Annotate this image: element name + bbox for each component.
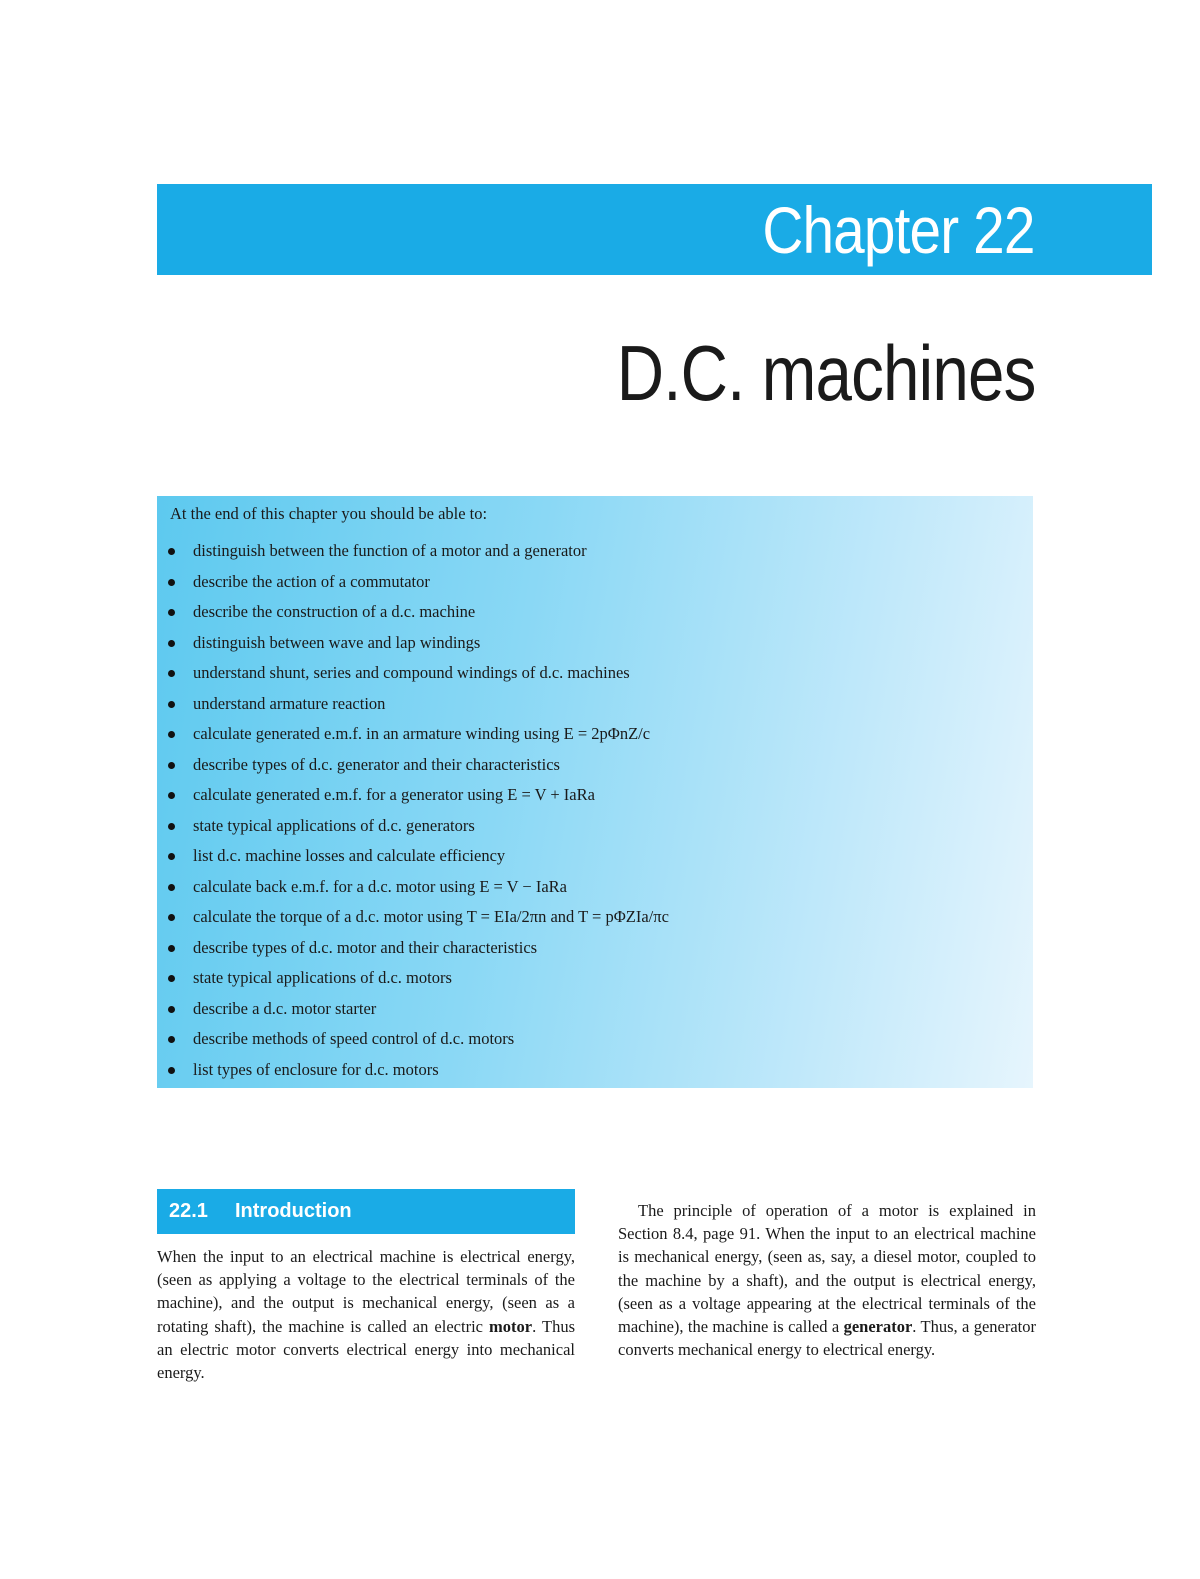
- chapter-number: Chapter 22: [762, 193, 1035, 267]
- objective-text: describe methods of speed control of d.c. motors: [193, 1029, 515, 1048]
- bullet-icon: [168, 1006, 175, 1013]
- objective-text: state typical applications of d.c. motors: [193, 968, 452, 987]
- bullet-icon: [168, 579, 175, 586]
- objective-text: understand armature reaction: [193, 693, 386, 713]
- objective-text: calculate the torque of a d.c. motor using T = EIa/2πn and T = pΦZIa/πc: [193, 907, 669, 926]
- bullet-icon: [168, 853, 175, 860]
- bullet-icon: [168, 609, 175, 616]
- objectives-intro: At the end of this chapter you should be able to:: [170, 504, 488, 523]
- objective-text: state typical applications of d.c. generators: [193, 815, 475, 835]
- bullet-icon: [168, 1067, 175, 1074]
- learning-objectives-box: [157, 496, 1033, 1088]
- intro-left-text-1: When the input to an electrical machine is electrical energy, (seen as applying a voltage to the electrical terminals of the machine), and the output is mechanical energy, (seen as a rotating shaft), the machine is called an electric: [157, 1247, 575, 1336]
- objective-text: describe types of d.c. motor and their characteristics: [193, 937, 538, 957]
- intro-paragraph-right: [618, 1199, 1036, 1361]
- term-generator: generator: [843, 1317, 913, 1337]
- bullet-icon: [168, 975, 175, 982]
- bullet-icon: [168, 548, 175, 555]
- bullet-icon: [168, 1036, 175, 1043]
- chapter-title: D.C. machines: [616, 329, 1035, 417]
- bullet-icon: [168, 731, 175, 738]
- objective-text: describe the action of a commutator: [193, 571, 430, 591]
- section-number: 22.1: [169, 1200, 208, 1222]
- objective-text: calculate generated e.m.f. in an armature winding using E = 2pΦnZ/c: [193, 724, 651, 743]
- bullet-icon: [168, 762, 175, 769]
- bullet-icon: [168, 945, 175, 952]
- section-heading-bar: [157, 1189, 575, 1234]
- objective-text: distinguish between the function of a motor and a generator: [193, 541, 587, 560]
- objective-text: distinguish between wave and lap windings: [193, 632, 481, 652]
- objective-text: list types of enclosure for d.c. motors: [193, 1059, 439, 1079]
- objective-text: describe a d.c. motor starter: [193, 998, 377, 1018]
- objective-text: list d.c. machine losses and calculate efficiency: [193, 846, 506, 865]
- intro-right-text-1: The principle of operation of a motor is explained in Section 8.4, page 91. When the input to an electrical machine is mechanical energy, (seen as, say, a diesel motor, coupled to the machine by a shaft), and the output is electrical energy, (seen as a voltage appearing at the electrical terminals of the machine), the machine is called a: [618, 1201, 1036, 1337]
- bullet-icon: [168, 670, 175, 677]
- bullet-icon: [168, 792, 175, 799]
- intro-paragraph-left: [157, 1245, 575, 1384]
- term-motor: motor: [489, 1316, 533, 1336]
- chapter-band: [157, 184, 1152, 275]
- section-heading: Introduction: [235, 1200, 352, 1222]
- bullet-icon: [168, 914, 175, 921]
- bullet-icon: [168, 701, 175, 708]
- objective-text: calculate generated e.m.f. for a generator using E = V + IaRa: [193, 785, 595, 804]
- objective-text: describe types of d.c. generator and their characteristics: [193, 754, 560, 774]
- bullet-icon: [168, 884, 175, 891]
- intro-right-text-2: . Thus, a generator converts mechanical energy to electrical energy.: [618, 1317, 1036, 1360]
- bullet-icon: [168, 823, 175, 830]
- objective-text: describe the construction of a d.c. machine: [193, 602, 476, 621]
- bullet-icon: [168, 640, 175, 647]
- intro-left-text-2: . Thus an electric motor converts electrical energy into mechanical energy.: [157, 1316, 575, 1383]
- objective-text: calculate back e.m.f. for a d.c. motor using E = V − IaRa: [193, 876, 568, 896]
- objective-text: understand shunt, series and compound windings of d.c. machines: [193, 663, 630, 682]
